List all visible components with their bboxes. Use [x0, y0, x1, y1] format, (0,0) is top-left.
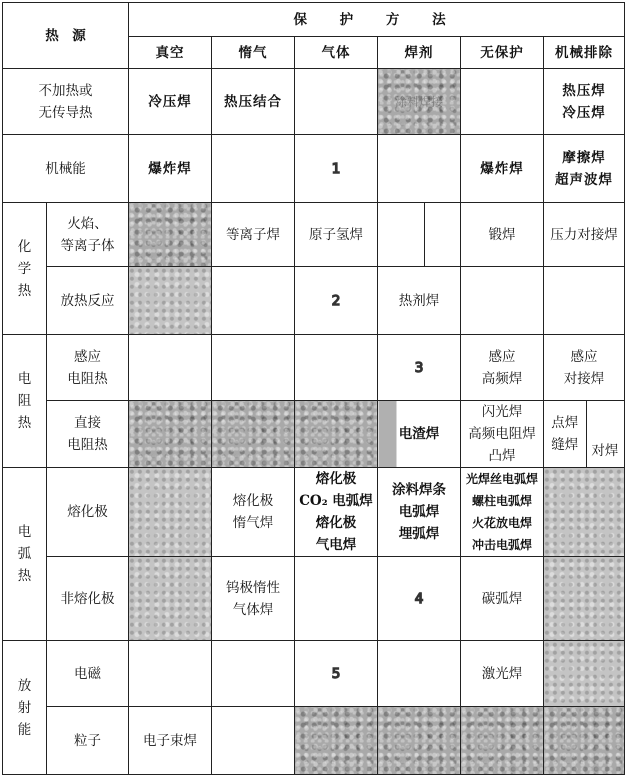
cell-explosive-welding-2: 爆炸焊 — [461, 135, 544, 203]
cell-line: CO₂ 电弧焊 — [299, 493, 373, 509]
cell-line: 对接焊 — [563, 370, 605, 387]
cell-empty — [461, 267, 544, 335]
cell-thermit-welding: 热剂焊 — [378, 267, 461, 335]
source-direct-resistance — [47, 401, 129, 468]
cell-line: 超声波焊 — [555, 171, 614, 188]
header-protection-method: 保 护 方 法 — [129, 3, 625, 37]
source-consumable-electrode: 熔化极 — [47, 468, 129, 557]
group-char: 电 — [17, 371, 32, 387]
cell-line: 熔化极 — [315, 515, 357, 531]
col-inert-gas: 惰气 — [212, 37, 295, 69]
cell-shaded — [129, 267, 212, 335]
cell-shaded — [129, 203, 212, 267]
cell-shaded — [544, 557, 625, 641]
cell-empty — [295, 69, 378, 135]
cell-empty — [461, 69, 544, 135]
cell-line: 电弧焊 — [398, 504, 440, 520]
group-char: 电 — [17, 524, 32, 540]
col-mechanical-removal: 机械排除 — [544, 37, 625, 69]
group-char: 阻 — [17, 393, 32, 409]
group-char: 放 — [17, 677, 32, 694]
cell-shaded — [295, 707, 378, 775]
cell-shaded — [544, 641, 625, 707]
cell-shaded — [129, 401, 212, 468]
group-char: 学 — [17, 260, 32, 277]
cell-empty — [212, 641, 295, 707]
cell-line: 感应 — [488, 348, 516, 365]
cell-line: 冲击电弧焊 — [471, 538, 532, 552]
cell-line: 高频焊 — [481, 370, 523, 387]
source-exothermic-reaction: 放热反应 — [47, 267, 129, 335]
cell-shaded — [461, 707, 544, 775]
cell-empty — [212, 267, 295, 335]
cell-shaded — [544, 468, 625, 557]
cell-mig-welding — [212, 468, 295, 557]
group-radiant-energy — [3, 641, 47, 775]
cell-explosive-welding: 爆炸焊 — [129, 135, 212, 203]
cell-laser-welding: 激光焊 — [461, 641, 544, 707]
cell-line: 埋弧焊 — [398, 526, 440, 542]
region-number-4: 4 — [378, 557, 461, 641]
region-number-1: 1 — [295, 135, 378, 203]
cell-machine-mechanical — [544, 135, 625, 203]
group-char: 弧 — [17, 546, 32, 562]
cell-line: 螺柱电弧焊 — [471, 494, 532, 508]
cell-line: 熔化极 — [232, 493, 274, 509]
cell-tig-welding — [212, 557, 295, 641]
group-char: 射 — [17, 699, 32, 716]
cell-line: 热压焊 — [562, 82, 606, 99]
cell-line: 涂料焊条 — [392, 482, 446, 498]
cell-shaded — [378, 707, 461, 775]
cell-forge-welding: 锻焊 — [461, 203, 544, 267]
col-unprotected: 无保护 — [461, 37, 544, 69]
cell-line: 冷压焊 — [562, 104, 606, 121]
cell-carbon-arc-welding: 碳弧焊 — [461, 557, 544, 641]
cell-line: 凸焊 — [488, 448, 516, 464]
cell-machine-no-heat — [544, 69, 625, 135]
cell-shaded — [295, 401, 378, 468]
group-resistance-heat — [3, 335, 47, 468]
cell-empty — [212, 707, 295, 775]
cell-shaded-flux — [378, 69, 461, 135]
cell-shaded — [544, 707, 625, 775]
cell-unprotected-arc-welding — [461, 468, 544, 557]
group-char: 能 — [17, 721, 32, 738]
cell-plasma-welding: 等离子焊 — [212, 203, 295, 267]
cell-line: 摩擦焊 — [562, 149, 606, 166]
cell-shaded — [129, 468, 212, 557]
source-line: 电阻热 — [67, 437, 108, 453]
cell-text: 电渣焊 — [398, 426, 440, 442]
col-gas: 气体 — [295, 37, 378, 69]
cell-line: 感应 — [570, 348, 598, 365]
cell-electroslag-welding — [378, 401, 461, 468]
cell-shaded — [212, 401, 295, 468]
cell-flux-arc-welding — [378, 468, 461, 557]
source-line: 等离子体 — [60, 237, 115, 254]
cell-empty — [212, 135, 295, 203]
source-line: 电阻热 — [67, 370, 108, 387]
region-number-2: 2 — [295, 267, 378, 335]
machine-spot-seam — [544, 401, 586, 467]
source-induction-resistance — [47, 335, 129, 401]
group-char: 热 — [17, 282, 32, 299]
cell-empty — [129, 641, 212, 707]
source-line: 直接 — [74, 415, 101, 431]
cell-line: 点焊 — [551, 415, 579, 431]
cell-machine-direct — [544, 401, 625, 468]
group-char: 化 — [17, 238, 32, 255]
cell-line: 钨极惰性 — [226, 579, 280, 596]
cell-line: 高频电阻焊 — [468, 426, 536, 442]
source-line: 无传导热 — [38, 104, 93, 121]
cell-atomic-hydrogen-welding: 原子氢焊 — [295, 203, 378, 267]
cell-induction-hf-welding — [461, 335, 544, 401]
cell-text: 对焊 — [591, 443, 619, 459]
cell-flux-split — [378, 203, 461, 267]
cell-electron-beam-welding: 电子束焊 — [129, 707, 212, 775]
cell-empty — [212, 335, 295, 401]
group-char: 热 — [17, 415, 32, 431]
welding-classification-table — [2, 2, 625, 775]
cell-line: 气体焊 — [232, 601, 274, 618]
cell-line: 火花放电焊 — [471, 516, 532, 530]
group-chemical-heat — [3, 203, 47, 335]
col-flux: 焊剂 — [378, 37, 461, 69]
cell-cold-pressure-welding: 冷压焊 — [129, 69, 212, 135]
cell-thermocompression-bonding: 热压结合 — [212, 69, 295, 135]
cell-line: 缝焊 — [551, 437, 579, 453]
cell-pressure-butt-welding: 压力对接焊 — [544, 203, 625, 267]
source-flame-plasma — [47, 203, 129, 267]
source-line: 感应 — [74, 348, 101, 365]
source-mechanical-energy: 机械能 — [3, 135, 129, 203]
cell-line: 闪光焊 — [481, 404, 523, 420]
cell-empty — [378, 641, 461, 707]
cell-empty — [295, 335, 378, 401]
group-char: 热 — [17, 568, 32, 584]
source-no-heat — [3, 69, 129, 135]
region-number-3: 3 — [378, 335, 461, 401]
cell-empty — [129, 335, 212, 401]
shaded-text: 涂料焊接 — [394, 94, 443, 109]
source-line: 不加热或 — [38, 82, 93, 99]
cell-empty — [295, 557, 378, 641]
source-line: 火焰、 — [67, 215, 108, 232]
cell-line: 气电焊 — [315, 537, 357, 553]
cell-shaded — [129, 557, 212, 641]
cell-line: 光焊丝电弧焊 — [465, 472, 538, 486]
cell-empty — [544, 267, 625, 335]
header-heat-source: 热 源 — [3, 3, 129, 69]
source-particle: 粒子 — [47, 707, 129, 775]
cell-induction-butt-welding — [544, 335, 625, 401]
cell-line: 惰气焊 — [232, 515, 274, 531]
cell-empty — [378, 135, 461, 203]
group-arc-heat — [3, 468, 47, 641]
cell-line: 熔化极 — [315, 471, 357, 487]
cell-co2-welding — [295, 468, 378, 557]
cell-flash-hf-projection-welding — [461, 401, 544, 468]
region-number-5: 5 — [295, 641, 378, 707]
source-non-consumable-electrode: 非熔化极 — [47, 557, 129, 641]
machine-butt — [586, 435, 624, 467]
source-electromagnetic: 电磁 — [47, 641, 129, 707]
col-vacuum: 真空 — [129, 37, 212, 69]
divider-line — [424, 203, 425, 266]
